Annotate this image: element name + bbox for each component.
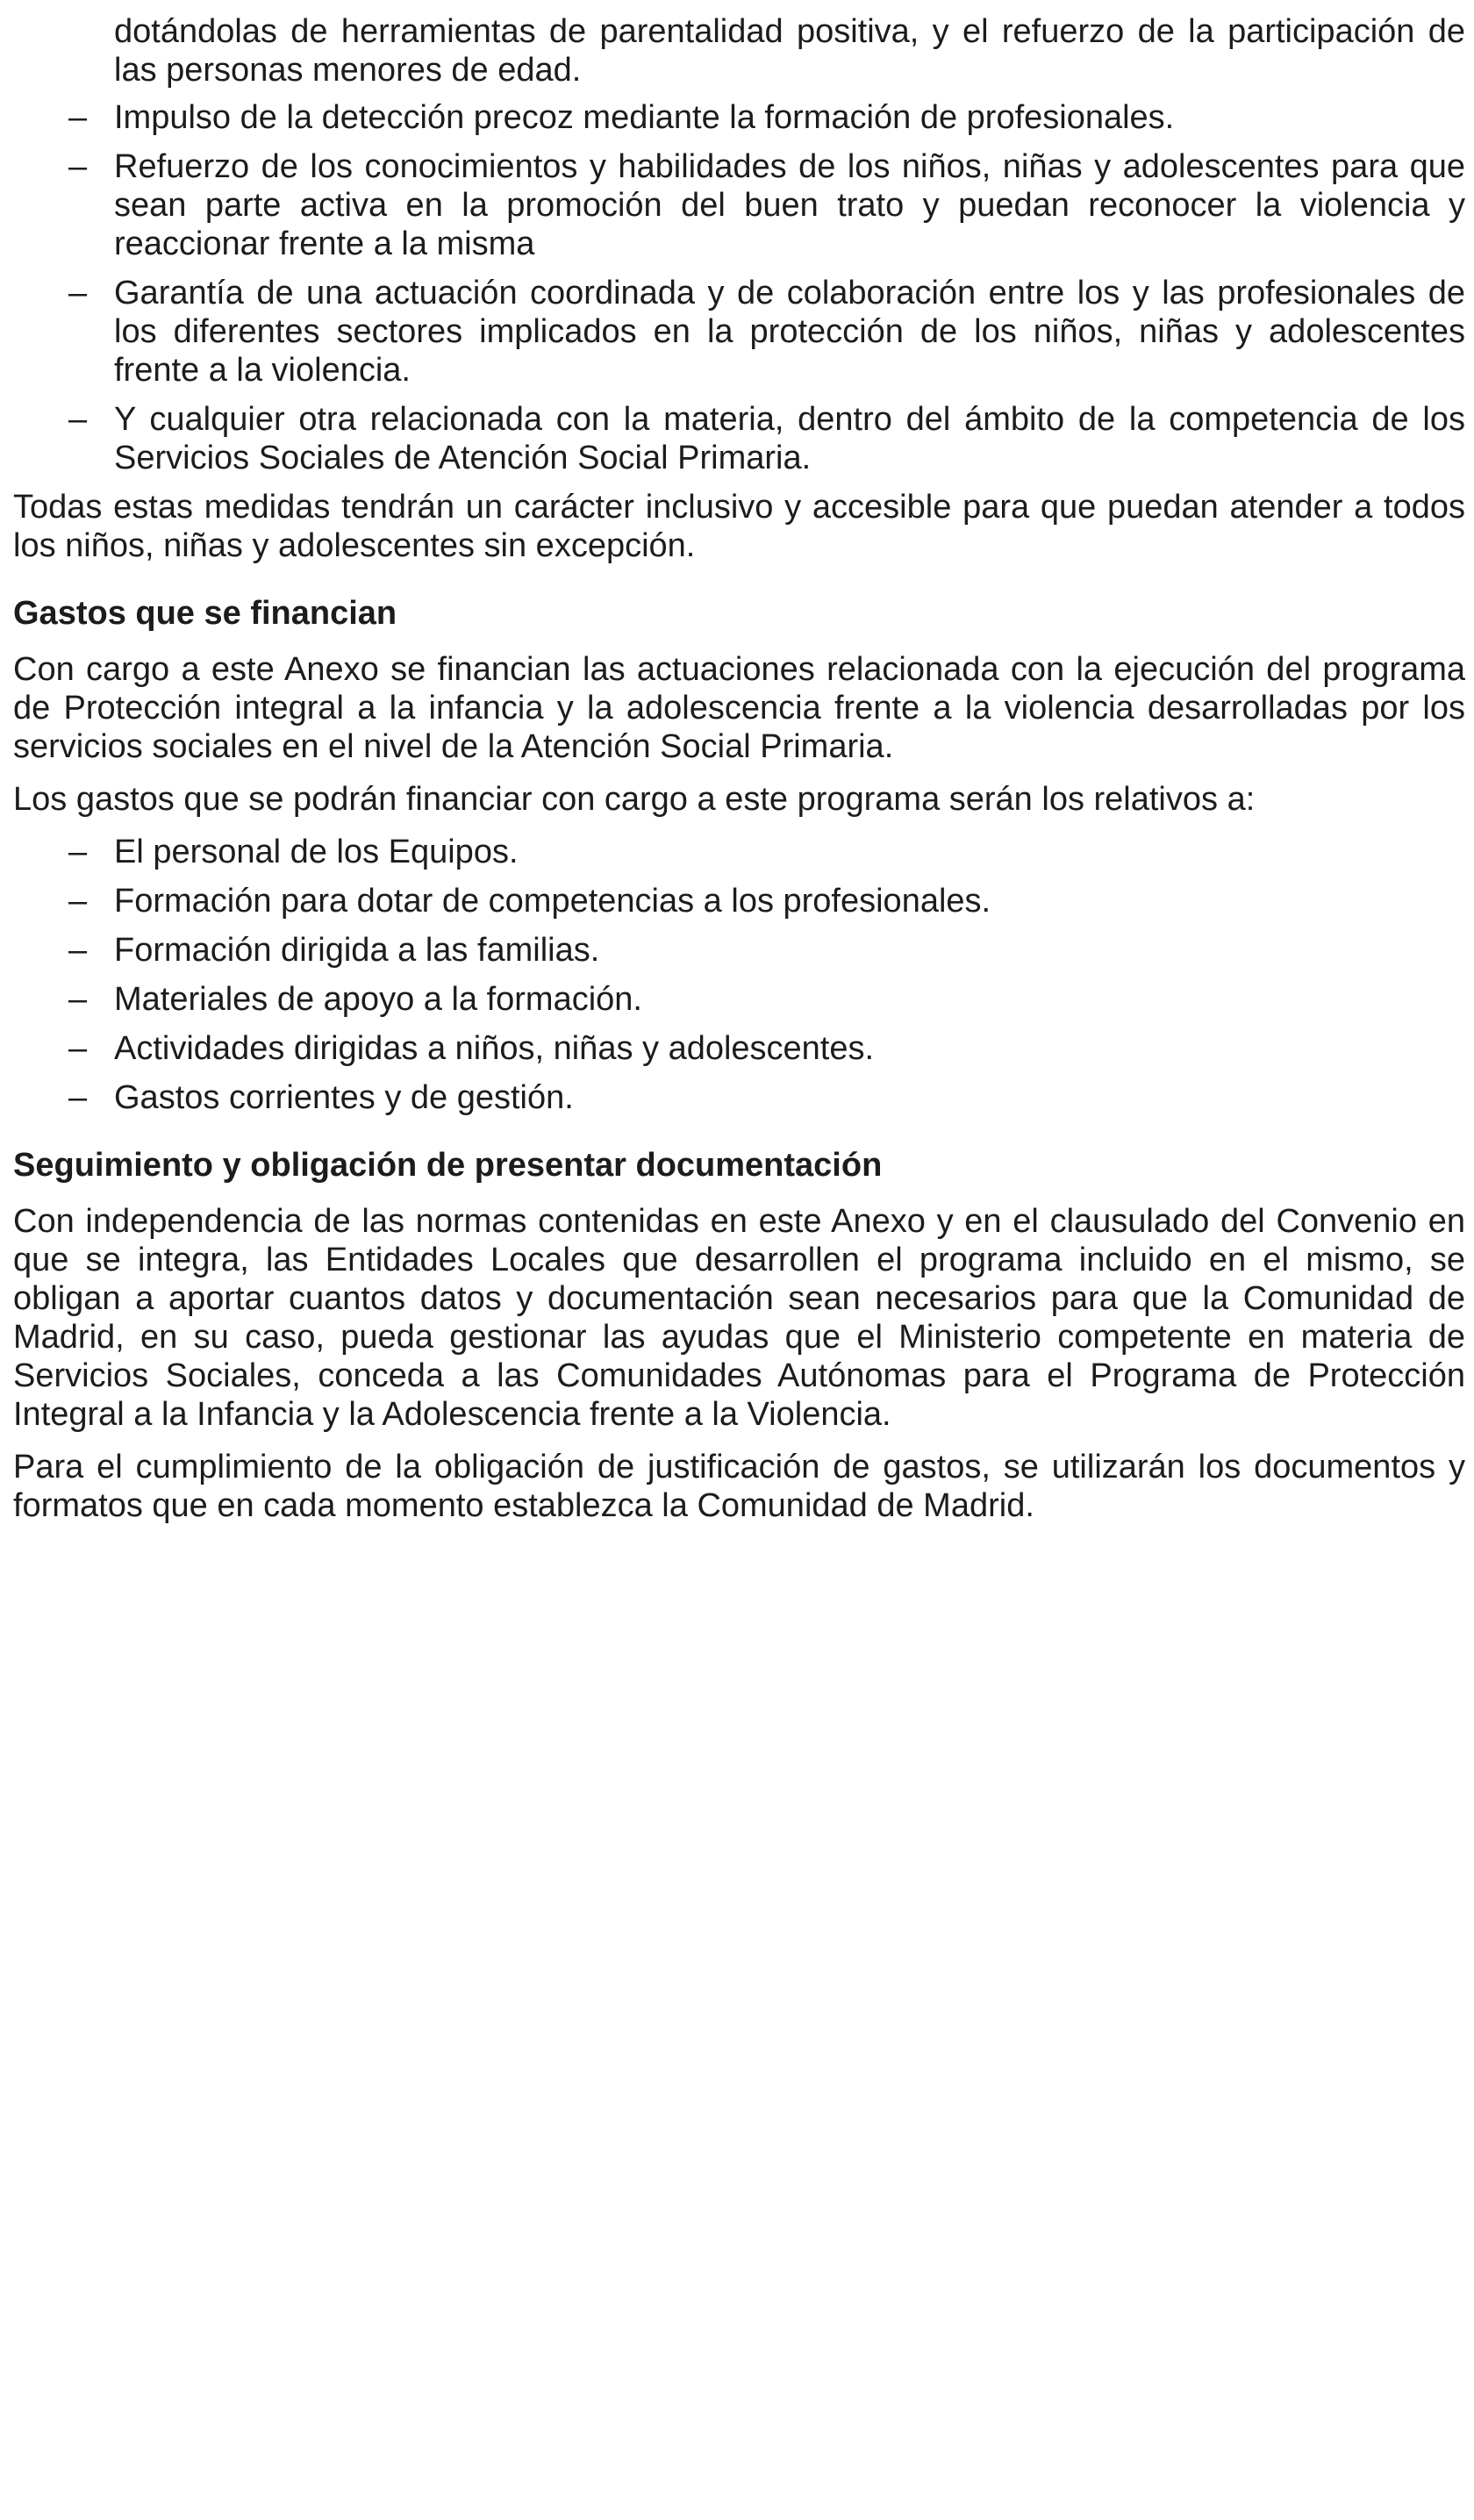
list-item: [13, 400, 1465, 477]
paragraph: Todas estas medidas tendrán un carácter inclusivo y accesible para que puedan atender a todos los niños, niñas y adolescentes sin excepción.: [13, 489, 1465, 564]
list-item-text: El personal de los Equipos.: [114, 834, 519, 870]
list-item-continuation: dotándolas de herramientas de parentalidad positiva, y el refuerzo de la participación de las personas menores de edad.: [114, 13, 1465, 89]
list-dash-marker: –: [68, 401, 88, 438]
list-item: [13, 882, 1465, 920]
list-item-text: Gastos corrientes y de gestión.: [114, 1079, 574, 1116]
paragraph: Con independencia de las normas contenidas en este Anexo y en el clausulado del Convenio en que se integra, las Entidades Locales que desarrollen el programa incluido en el mismo, se obligan a aportar cuantos datos y documentación sean necesarios para que la Comunidad de Madrid, en su caso, pueda gestionar las ayudas que el Ministerio competente en materia de Servicios Sociales, conceda a las Comunidades Autónomas para el Programa de Protección Integral a la Infancia y la Adolescencia frente a la Violencia.: [13, 1203, 1465, 1433]
list-item: [13, 147, 1465, 263]
section-heading-seguimiento: Seguimiento y obligación de presentar documentación: [13, 1147, 883, 1184]
list-dash-marker: –: [68, 1079, 88, 1116]
list-item: [13, 980, 1465, 1019]
list-dash-marker: –: [68, 981, 88, 1018]
list-dash-marker: –: [68, 275, 88, 311]
list-item: [13, 833, 1465, 871]
list-item-text: Actividades dirigidas a niños, niñas y adolescentes.: [114, 1030, 875, 1067]
list-dash-marker: –: [68, 834, 88, 870]
list-item-text: Y cualquier otra relacionada con la materia, dentro del ámbito de la competencia de los Servicios Sociales de Atención Social Primaria.: [114, 401, 1465, 476]
list-dash-marker: –: [68, 883, 88, 920]
list-item: [13, 274, 1465, 390]
list-item: [13, 1029, 1465, 1068]
list-dash-marker: –: [68, 932, 88, 969]
list-item-text: Formación para dotar de competencias a los profesionales.: [114, 883, 991, 920]
list-item: [13, 931, 1465, 970]
list-dash-marker: –: [68, 1030, 88, 1067]
list-item: [13, 1078, 1465, 1117]
paragraph: Con cargo a este Anexo se financian las actuaciones relacionada con la ejecución del programa de Protección integral a la infancia y la adolescencia frente a la violencia desarrolladas por los servicios sociales en el nivel de la Atención Social Primaria.: [13, 651, 1465, 765]
paragraph: Los gastos que se podrán financiar con cargo a este programa serán los relativos a:: [13, 781, 1256, 818]
list-item-text: Impulso de la detección precoz mediante la formación de profesionales.: [114, 99, 1175, 136]
list-item: [13, 98, 1465, 137]
section-heading-gastos: Gastos que se financian: [13, 595, 397, 632]
list-item-text: Formación dirigida a las familias.: [114, 932, 600, 969]
list-dash-marker: –: [68, 148, 88, 185]
list-item-text: Garantía de una actuación coordinada y de colaboración entre los y las profesionales de los diferentes sectores implicados en la protección de los niños, niñas y adolescentes frente a la violencia.: [114, 275, 1465, 389]
paragraph: Para el cumplimiento de la obligación de justificación de gastos, se utilizarán los documentos y formatos que en cada momento establezca la Comunidad de Madrid.: [13, 1449, 1465, 1524]
list-dash-marker: –: [68, 99, 88, 136]
list-item-text: Refuerzo de los conocimientos y habilidades de los niños, niñas y adolescentes para que sean parte activa en la promoción del buen trato y puedan reconocer la violencia y reaccionar frente a la misma: [114, 148, 1465, 262]
list-item-text: Materiales de apoyo a la formación.: [114, 981, 642, 1018]
